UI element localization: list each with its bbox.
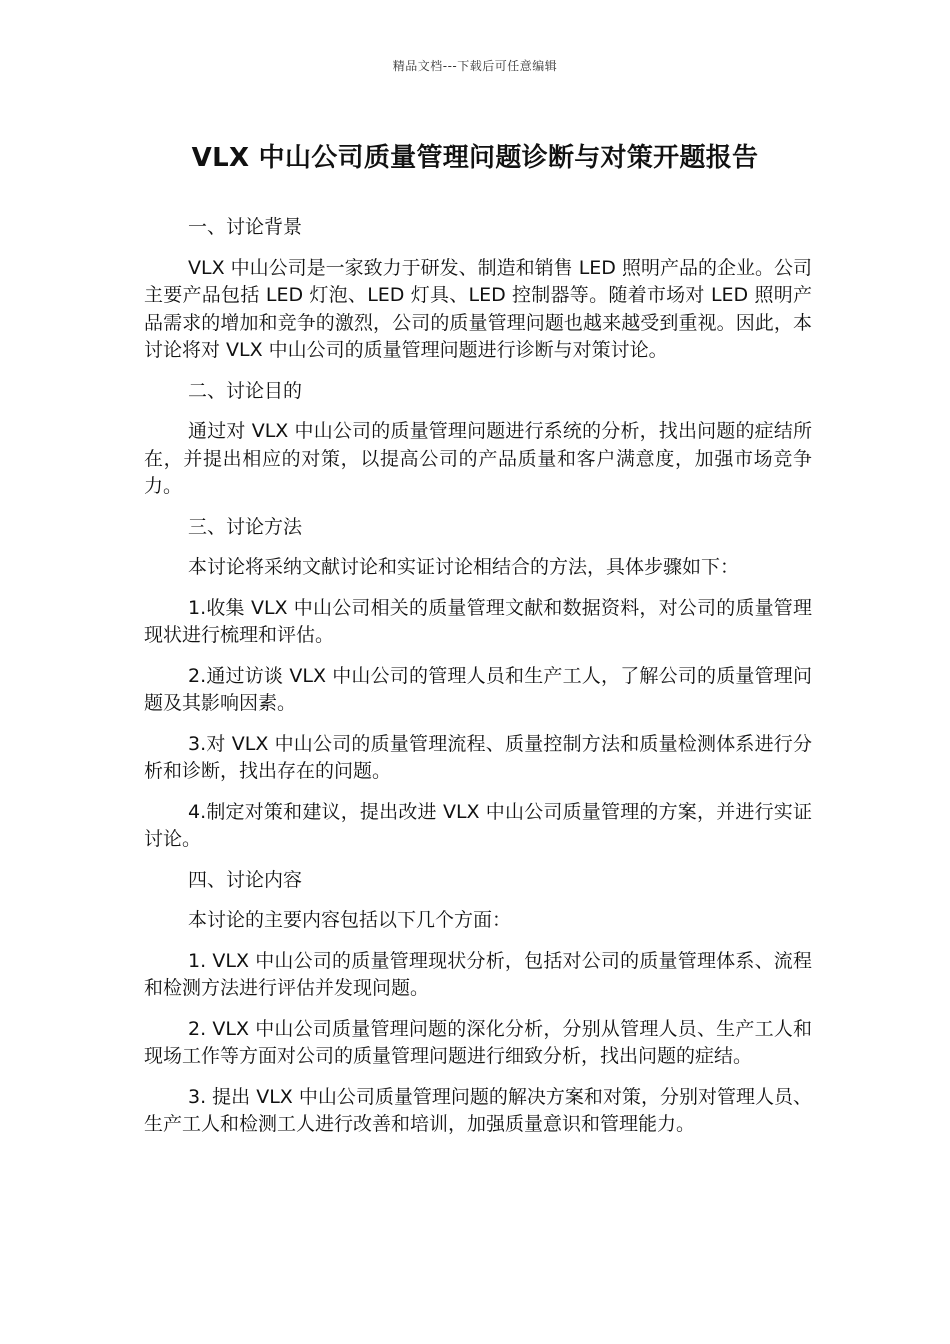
section-heading-content: 四、讨论内容 [188,868,303,891]
paragraph-method-intro: 本讨论将采纳文献讨论和实证讨论相结合的方法，具体步骤如下： [188,556,740,578]
document-title: VLX 中山公司质量管理问题诊断与对策开题报告 [191,143,759,173]
method-step-3: 3.对 VLX 中山公司的质量管理流程、质量控制方法和质量检测体系进行分析和诊断，找出存在的问题。 [144,732,812,782]
document-body [144,214,812,1152]
paragraph-background: VLX 中山公司是一家致力于研发、制造和销售 LED 照明产品的企业。公司主要产品包括 LED 灯泡、LED 灯具、LED 控制器等。随着市场对 LED 照明产品需求的增加和竞争的激烈，公司的质量管理问题也越来越受到重视。因此，本讨论将对 VLX 中山公司的质量管理问题进行诊断与对策讨论。 [144,256,812,361]
section-heading-purpose: 二、讨论目的 [188,379,303,402]
page-header: 精品文档---下载后可任意编辑 [392,59,558,73]
content-item-1: 1. VLX 中山公司的质量管理现状分析，包括对公司的质量管理体系、流程和检测方法进行评估并发现问题。 [144,949,812,999]
section-heading-method: 三、讨论方法 [188,515,303,538]
paragraph-purpose: 通过对 VLX 中山公司的质量管理问题进行系统的分析，找出问题的症结所在，并提出相应的对策，以提高公司的产品质量和客户满意度，加强市场竞争力。 [144,420,812,497]
content-item-2: 2. VLX 中山公司质量管理问题的深化分析，分别从管理人员、生产工人和现场工作等方面对公司的质量管理问题进行细致分析，找出问题的症结。 [144,1017,812,1067]
paragraph-content-intro: 本讨论的主要内容包括以下几个方面： [188,909,512,931]
content-item-3: 3. 提出 VLX 中山公司质量管理问题的解决方案和对策，分别对管理人员、生产工人和检测工人进行改善和培训，加强质量意识和管理能力。 [144,1085,812,1135]
method-step-2: 2.通过访谈 VLX 中山公司的管理人员和生产工人，了解公司的质量管理问题及其影响因素。 [144,664,812,714]
section-heading-background: 一、讨论背景 [188,216,303,238]
method-step-4: 4.制定对策和建议，提出改进 VLX 中山公司质量管理的方案，并进行实证讨论。 [144,800,812,850]
method-step-1: 1.收集 VLX 中山公司相关的质量管理文献和数据资料，对公司的质量管理现状进行梳理和评估。 [144,596,812,646]
